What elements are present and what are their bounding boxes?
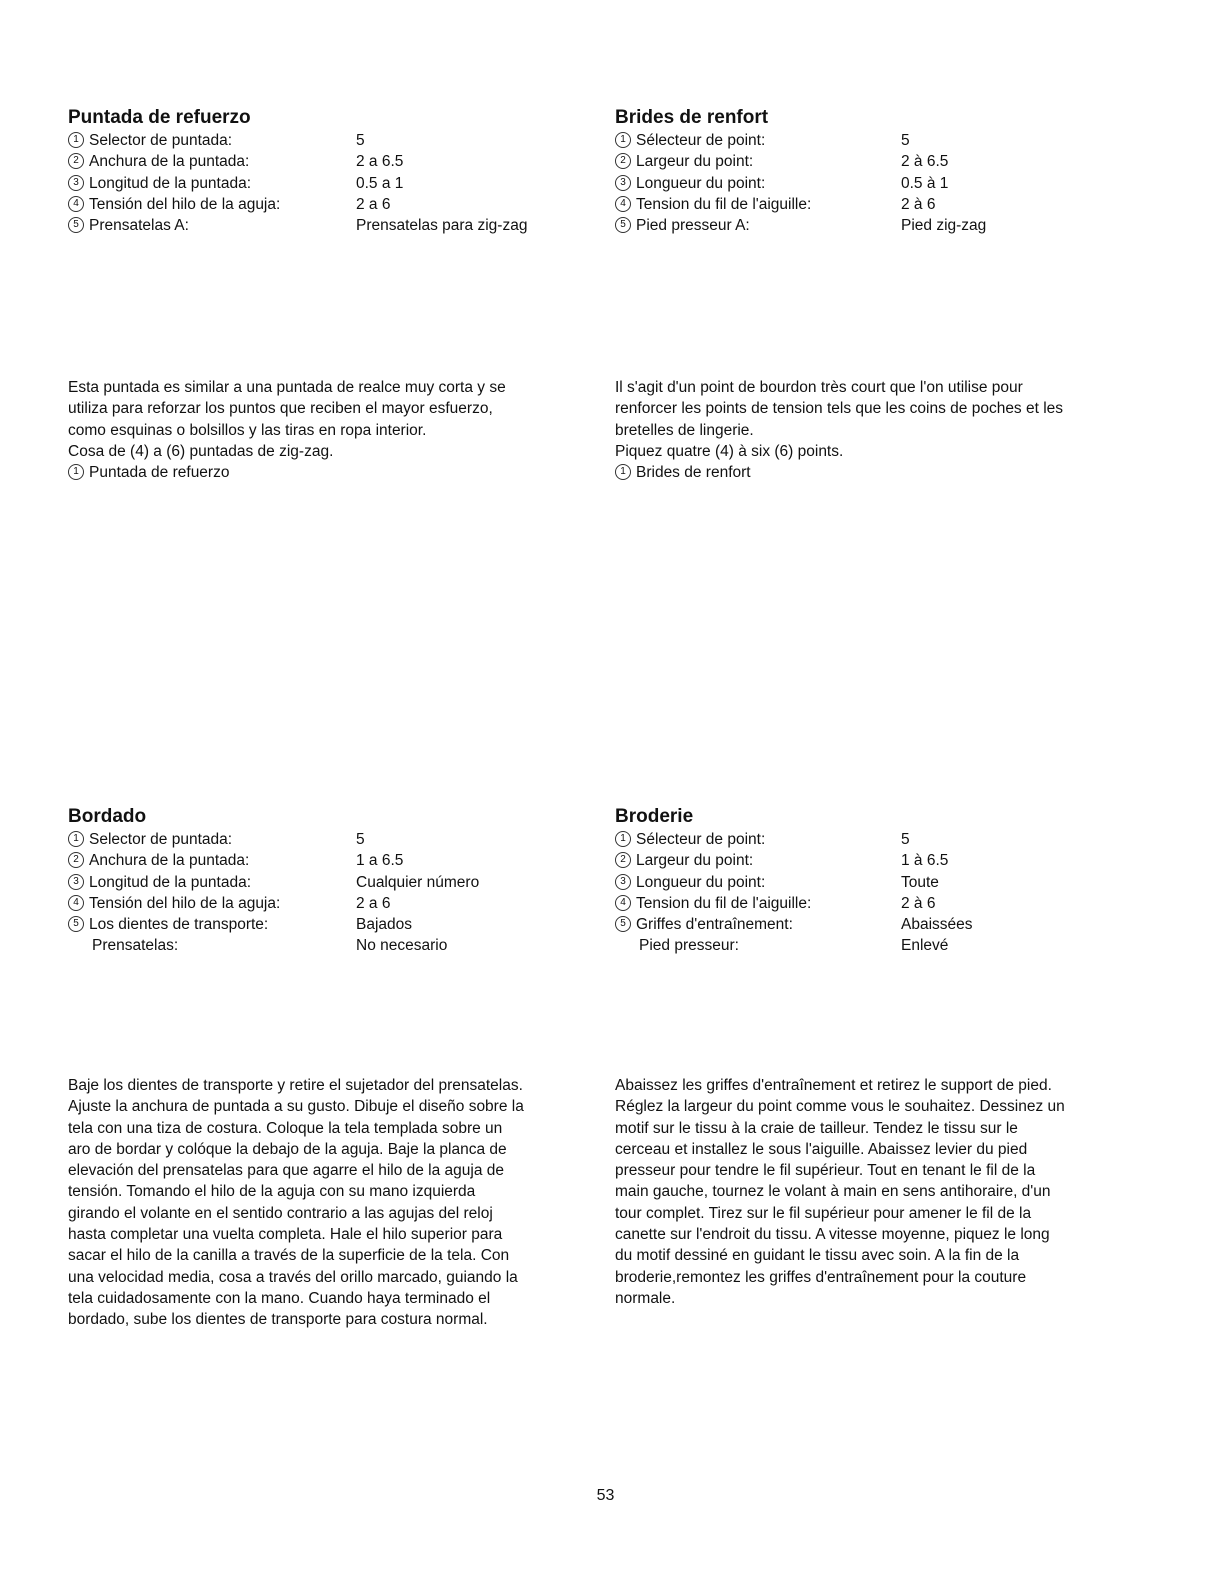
setting-value: 2 à 6.5: [901, 153, 949, 171]
setting-label: Sélecteur de point:: [636, 831, 766, 848]
setting-value: 1 a 6.5: [356, 852, 404, 870]
setting-value: Bajados: [356, 916, 413, 934]
description-bordado: [68, 1075, 524, 1331]
setting-label: Prensatelas A:: [89, 217, 189, 235]
text-line: main gauche, tournez le volant à main en sens antihoraire, d'un: [615, 1183, 1051, 1201]
setting-row: [68, 914, 608, 935]
circled-number: 5: [68, 217, 84, 233]
setting-label: Selector de puntada:: [89, 831, 233, 848]
text-line: Esta puntada es similar a una puntada de realce muy corta y se: [68, 379, 506, 396]
circled-number: 1: [68, 132, 84, 148]
text-line: aro de bordar y colóque la debajo de la aguja. Baje la planca de: [68, 1140, 507, 1158]
setting-label: Griffes d'entraînement:: [636, 916, 793, 934]
setting-row: [615, 130, 1155, 151]
setting-value: No necesario: [356, 937, 448, 955]
text-line: canette sur l'endroit du tissu. A vitesse moyenne, piquez le long: [615, 1226, 1050, 1244]
figure-reference-label: Brides de renfort: [636, 464, 751, 482]
setting-label: Longitud de la puntada:: [89, 174, 252, 192]
circled-number: 4: [68, 196, 84, 212]
setting-label: Longueur du point:: [636, 873, 766, 891]
setting-label: Pied presseur A:: [636, 217, 750, 235]
text-line: renforcer les points de tension tels que les coins de poches et les: [615, 400, 1064, 418]
setting-row: [615, 914, 1155, 935]
text-line: hasta completar una vuelta completa. Hale el hilo superior para: [68, 1226, 503, 1244]
setting-row: [615, 935, 1155, 956]
text-line: tela cuidadosamente con la mano. Cuando haya terminado el: [68, 1289, 491, 1307]
circled-number: 5: [615, 916, 631, 932]
setting-label: Tensión del hilo de la aguja:: [89, 894, 281, 912]
setting-row: [615, 151, 1155, 172]
setting-value: 2 a 6: [356, 894, 391, 912]
text-line: tela con una tiza de costura. Coloque la tela templada sobre un: [68, 1119, 503, 1137]
setting-row: [68, 215, 608, 236]
circled-number: 1: [68, 464, 84, 480]
setting-label: Selector de puntada:: [89, 132, 233, 149]
text-line: Réglez la largeur du point comme vous le souhaitez. Dessinez un: [615, 1098, 1065, 1116]
setting-label: Anchura de la puntada:: [89, 852, 250, 870]
setting-label: Tension du fil de l'aiguille:: [636, 894, 812, 912]
section-title: Puntada de refuerzo: [68, 107, 251, 128]
circled-number: 5: [615, 217, 631, 233]
setting-value: Prensatelas para zig-zag: [356, 217, 528, 235]
setting-label: Los dientes de transporte:: [89, 916, 269, 934]
section-title: Brides de renfort: [615, 107, 769, 128]
setting-row: [615, 194, 1155, 215]
text-line: bordado, sube los dientes de transporte para costura normal.: [68, 1311, 488, 1329]
text-line: como esquinas o bolsillos y las tiras en ropa interior.: [68, 421, 427, 439]
circled-number: 4: [615, 196, 631, 212]
setting-value: Abaissées: [901, 916, 973, 934]
circled-number: 3: [615, 175, 631, 191]
circled-number: 5: [68, 916, 84, 932]
text-line: elevación del prensatelas para que agarre el hilo de la aguja de: [68, 1162, 505, 1180]
circled-number: 3: [615, 874, 631, 890]
circled-number: 3: [68, 175, 84, 191]
text-line: Piquez quatre (4) à six (6) points.: [615, 442, 844, 460]
circled-number: 2: [68, 153, 84, 169]
circled-number: 2: [615, 852, 631, 868]
text-line: presseur pour tendre le fil supérieur. Tout en tenant le fil de la: [615, 1162, 1036, 1180]
section-bordado: [68, 806, 608, 957]
setting-value: Pied zig-zag: [901, 217, 987, 235]
circled-number: 4: [615, 895, 631, 911]
section-puntada-de-refuerzo: [68, 107, 608, 236]
section-brides-de-renfort: [615, 107, 1155, 236]
description-brides-de-renfort: [615, 377, 1063, 483]
text-line: una velocidad media, cosa a través del orillo marcado, guiando la: [68, 1268, 518, 1286]
setting-row: [68, 151, 608, 172]
setting-row: [68, 130, 608, 151]
circled-number: 1: [615, 831, 631, 847]
circled-number: 2: [68, 852, 84, 868]
setting-row: [68, 194, 608, 215]
text-line: Ajuste la anchura de puntada a su gusto. Dibuje el diseño sobre la: [68, 1098, 524, 1116]
setting-label: Tension du fil de l'aiguille:: [636, 195, 812, 213]
description-broderie: [615, 1075, 1065, 1309]
setting-value: Enlevé: [901, 937, 949, 955]
section-broderie: [615, 806, 1155, 957]
setting-value: 1 à 6.5: [901, 852, 949, 870]
setting-value: 5: [901, 831, 910, 848]
setting-label: Sélecteur de point:: [636, 132, 766, 149]
text-line: broderie,remontez les griffes d'entraînement pour la couture: [615, 1268, 1027, 1286]
setting-label: Largeur du point:: [636, 852, 754, 870]
section-title: Bordado: [68, 806, 147, 827]
text-line: sacar el hilo de la canilla a través de la superficie de la tela. Con: [68, 1247, 510, 1265]
setting-label: Prensatelas:: [92, 937, 179, 955]
text-line: Cosa de (4) a (6) puntadas de zig-zag.: [68, 442, 334, 460]
setting-label: Pied presseur:: [639, 937, 739, 955]
setting-label: Anchura de la puntada:: [89, 153, 250, 171]
circled-number: 1: [68, 831, 84, 847]
setting-row: [615, 872, 1155, 893]
setting-row: [68, 893, 608, 914]
setting-value: 2 a 6: [356, 195, 391, 213]
setting-row: [68, 935, 608, 956]
setting-row: [615, 850, 1155, 871]
text-line: bretelles de lingerie.: [615, 421, 754, 439]
setting-value: 2 a 6.5: [356, 153, 404, 171]
text-line: Baje los dientes de transporte y retire el sujetador del prensatelas.: [68, 1077, 523, 1094]
setting-value: 5: [356, 132, 365, 149]
setting-value: 2 à 6: [901, 195, 936, 213]
setting-value: Toute: [901, 873, 939, 891]
text-line: normale.: [615, 1289, 676, 1307]
figure-reference: [68, 462, 506, 483]
setting-value: 5: [356, 831, 365, 848]
setting-value: 0.5 a 1: [356, 174, 404, 192]
text-line: Il s'agit d'un point de bourdon très court que l'on utilise pour: [615, 379, 1023, 396]
setting-row: [615, 173, 1155, 194]
text-line: tensión. Tomando el hilo de la aguja con su mano izquierda: [68, 1183, 476, 1201]
text-line: girando el volante en el sentido contrario a las agujas del reloj: [68, 1204, 493, 1222]
text-line: utiliza para reforzar los puntos que reciben el mayor esfuerzo,: [68, 400, 493, 418]
setting-row: [615, 829, 1155, 850]
setting-label: Largeur du point:: [636, 153, 754, 171]
text-line: motif sur le tissu à la craie de tailleur. Tendez le tissu sur le: [615, 1119, 1018, 1137]
figure-reference: [615, 462, 1063, 483]
setting-label: Longueur du point:: [636, 174, 766, 192]
circled-number: 1: [615, 464, 631, 480]
section-title: Broderie: [615, 806, 694, 827]
setting-value: Cualquier número: [356, 873, 480, 891]
text-line: du motif dessiné en guidant le tissu avec soin. A la fin de la: [615, 1247, 1020, 1265]
circled-number: 2: [615, 153, 631, 169]
circled-number: 4: [68, 895, 84, 911]
setting-row: [68, 872, 608, 893]
setting-row: [68, 829, 608, 850]
figure-reference-label: Puntada de refuerzo: [89, 464, 230, 482]
text-line: tour complet. Tirez sur le fil supérieur pour amener le fil de la: [615, 1204, 1032, 1222]
setting-row: [68, 173, 608, 194]
setting-label: Tensión del hilo de la aguja:: [89, 195, 281, 213]
text-line: cerceau et installez le sous l'aiguille. Abaissez levier du pied: [615, 1140, 1028, 1158]
circled-number: 1: [615, 132, 631, 148]
description-puntada-de-refuerzo: [68, 377, 506, 483]
setting-value: 0.5 à 1: [901, 174, 949, 192]
setting-label: Longitud de la puntada:: [89, 873, 252, 891]
setting-row: [615, 215, 1155, 236]
page-number: 53: [596, 1487, 615, 1504]
setting-row: [615, 893, 1155, 914]
setting-value: 5: [901, 132, 910, 149]
circled-number: 3: [68, 874, 84, 890]
setting-row: [68, 850, 608, 871]
text-line: Abaissez les griffes d'entraînement et retirez le support de pied.: [615, 1077, 1052, 1094]
setting-value: 2 à 6: [901, 894, 936, 912]
